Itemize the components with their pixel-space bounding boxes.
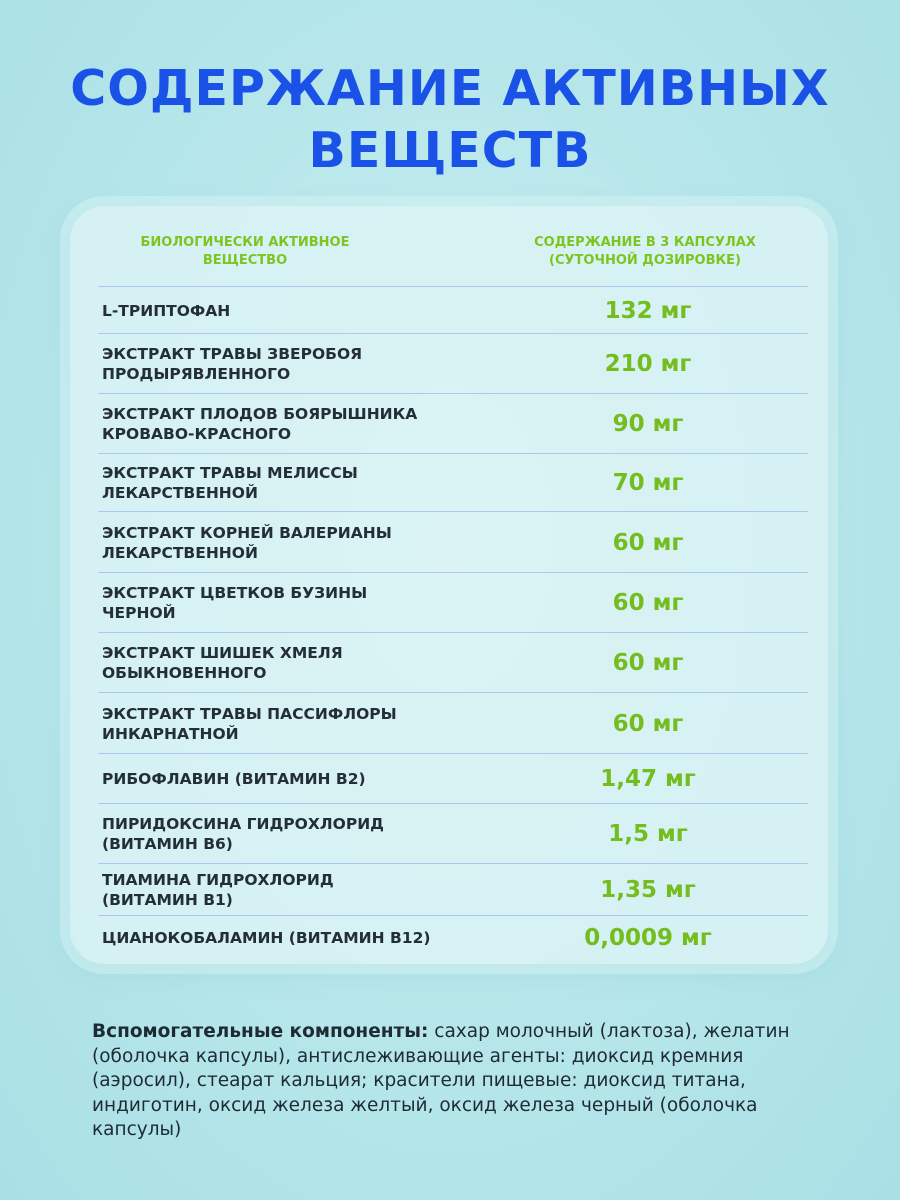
substance-amount: 60 мг [612,590,684,616]
page-title [0,58,900,182]
table-row [98,632,808,693]
table-row [98,863,808,916]
substance-name: ЭКСТРАКТ ТРАВЫ ПАССИФЛОРЫ ИНКАРНАТНОЙ [102,704,397,743]
substance-amount: 0,0009 мг [584,924,712,951]
page-title-line-2: ВЕЩЕСТВ [308,122,592,179]
column-header-content: СОДЕРЖАНИЕ В 3 КАПСУЛАХ (СУТОЧНОЙ ДОЗИРОВКЕ) [534,235,756,268]
substance-name: L-ТРИПТОФАН [102,301,231,320]
substance-name: ЦИАНОКОБАЛАМИН (ВИТАМИН В12) [102,928,431,947]
substance-name: ЭКСТРАКТ ТРАВЫ МЕЛИССЫ ЛЕКАРСТВЕННОЙ [102,464,358,502]
substance-name: ЭКСТРАКТ ПЛОДОВ БОЯРЫШНИКА КРОВАВО-КРАСНОГО [102,405,418,443]
substance-name: ЭКСТРАКТ КОРНЕЙ ВАЛЕРИАНЫ ЛЕКАРСТВЕННОЙ [102,523,392,562]
table-row [98,453,808,512]
substance-name: ПИРИДОКСИНА ГИДРОХЛОРИД (ВИТАМИН В6) [102,815,384,853]
substance-amount: 60 мг [612,710,684,737]
table-row [98,915,808,959]
substance-amount: 60 мг [612,650,684,676]
substance-name: ЭКСТРАКТ ТРАВЫ ЗВЕРОБОЯ ПРОДЫРЯВЛЕННОГО [102,345,363,383]
substance-name: РИБОФЛАВИН (ВИТАМИН В2) [102,770,366,788]
table-row [98,572,808,633]
auxiliary-components-label: Вспомогательные компоненты: [92,1021,429,1042]
substance-amount: 90 мг [612,411,684,437]
substance-name: ЭКСТРАКТ ШИШЕК ХМЕЛЯ ОБЫКНОВЕННОГО [102,644,343,682]
ingredients-table-card [70,206,828,964]
table-row [98,753,808,804]
substance-amount: 70 мг [612,470,684,496]
table-row [98,803,808,864]
table-row [98,333,808,394]
column-header-substance: БИОЛОГИЧЕСКИ АКТИВНОЕ ВЕЩЕСТВО [140,235,350,268]
substance-amount: 210 мг [604,351,692,377]
substance-amount: 60 мг [612,529,684,556]
substance-amount: 132 мг [604,297,692,324]
table-row [98,393,808,454]
substance-amount: 1,47 мг [600,766,696,792]
table-row [98,286,808,334]
substance-name: ЭКСТРАКТ ЦВЕТКОВ БУЗИНЫ ЧЕРНОЙ [102,584,368,622]
auxiliary-components-list: сахар молочный (лактоза), желатин (оболочка капсулы), антислеживающие агенты: диоксид кремния (аэросил), стеарат кальция; красители пищевые: диоксид титана, индиготин, оксид железа желтый, оксид железа черный (оболочка капсулы) [92,1021,790,1140]
page-title-line-1: СОДЕРЖАНИЕ АКТИВНЫХ [70,60,830,117]
table-row [98,692,808,754]
substance-name: ТИАМИНА ГИДРОХЛОРИД (ВИТАМИН В1) [102,871,334,909]
substance-amount: 1,35 мг [600,877,696,903]
substance-amount: 1,5 мг [608,821,688,847]
table-row [98,511,808,573]
auxiliary-components-text [92,1020,822,1143]
